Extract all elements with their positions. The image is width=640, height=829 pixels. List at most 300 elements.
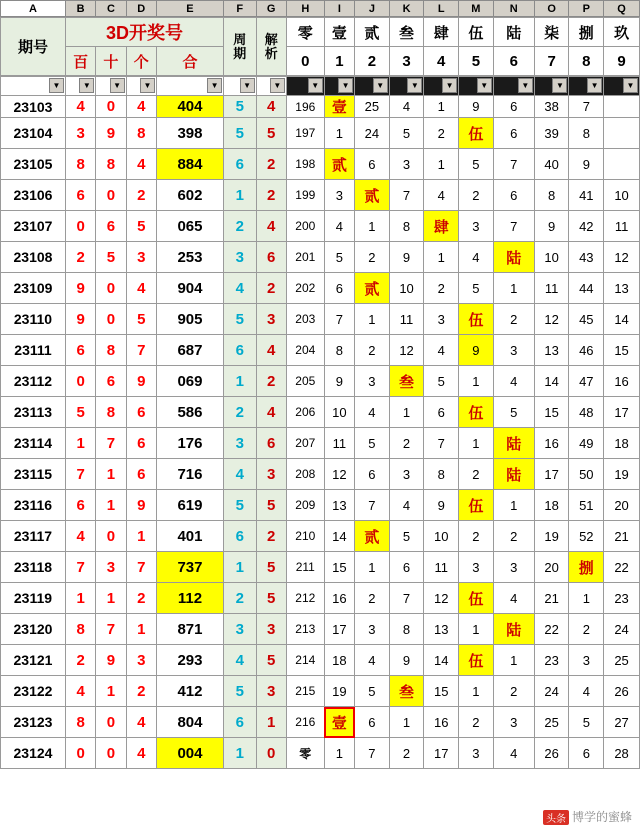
- cell-shi[interactable]: 6: [96, 366, 126, 397]
- cell-matrix-0[interactable]: 4: [324, 211, 354, 242]
- cell-row-id[interactable]: 197: [286, 118, 324, 149]
- cell-shi[interactable]: 0: [96, 273, 126, 304]
- cell-matrix-5[interactable]: 3: [493, 335, 534, 366]
- cell-he[interactable]: 737: [156, 552, 223, 583]
- cell-matrix-5[interactable]: 3: [493, 707, 534, 738]
- cell-matrix-5[interactable]: 4: [493, 738, 534, 769]
- cell-matrix-3[interactable]: 17: [424, 738, 459, 769]
- cell-zhouqi[interactable]: 5: [224, 490, 256, 521]
- chevron-down-icon[interactable]: ▼: [587, 78, 602, 93]
- table-row[interactable]: [1, 738, 640, 769]
- cell-matrix-8[interactable]: 16: [604, 366, 640, 397]
- cell-shi[interactable]: 1: [96, 459, 126, 490]
- cell-matrix-4[interactable]: 3: [459, 211, 494, 242]
- cell-bai[interactable]: 6: [65, 490, 95, 521]
- cell-matrix-6[interactable]: 17: [534, 459, 569, 490]
- cell-he[interactable]: 619: [156, 490, 223, 521]
- column-header-A[interactable]: A: [1, 1, 66, 17]
- cell-shi[interactable]: 1: [96, 490, 126, 521]
- cell-jiexi[interactable]: 2: [256, 149, 286, 180]
- cell-row-id[interactable]: 203: [286, 304, 324, 335]
- cell-matrix-7[interactable]: 45: [569, 304, 604, 335]
- cell-matrix-1[interactable]: 贰: [355, 180, 390, 211]
- column-header-N[interactable]: N: [493, 1, 534, 17]
- cell-matrix-8[interactable]: 23: [604, 583, 640, 614]
- cell-row-id[interactable]: 205: [286, 366, 324, 397]
- cell-matrix-6[interactable]: 20: [534, 552, 569, 583]
- cell-matrix-2[interactable]: 4: [389, 490, 424, 521]
- cell-matrix-5[interactable]: 1: [493, 490, 534, 521]
- cell-matrix-1[interactable]: 1: [355, 211, 390, 242]
- cell-zhouqi[interactable]: 4: [224, 273, 256, 304]
- cell-jiexi[interactable]: 3: [256, 614, 286, 645]
- cell-ge[interactable]: 2: [126, 180, 156, 211]
- column-header-J[interactable]: J: [355, 1, 390, 17]
- cell-zhouqi[interactable]: 3: [224, 428, 256, 459]
- cell-matrix-6[interactable]: 40: [534, 149, 569, 180]
- cell-matrix-4[interactable]: 伍: [459, 583, 494, 614]
- cell-matrix-7[interactable]: 2: [569, 614, 604, 645]
- cell-matrix-3[interactable]: 7: [424, 428, 459, 459]
- cell-bai[interactable]: 7: [65, 459, 95, 490]
- cell-shi[interactable]: 9: [96, 645, 126, 676]
- filter-dropdown-O[interactable]: [534, 77, 569, 96]
- cell-matrix-5[interactable]: 6: [493, 118, 534, 149]
- cell-qihao[interactable]: 23106: [1, 180, 66, 211]
- cell-matrix-4[interactable]: 伍: [459, 118, 494, 149]
- table-row[interactable]: [1, 180, 640, 211]
- cell-he[interactable]: 687: [156, 335, 223, 366]
- cell-row-id[interactable]: 204: [286, 335, 324, 366]
- cell-matrix-4[interactable]: 1: [459, 366, 494, 397]
- cell-shi[interactable]: 8: [96, 149, 126, 180]
- cell-matrix-1[interactable]: 5: [355, 676, 390, 707]
- column-header-G[interactable]: G: [256, 1, 286, 17]
- cell-matrix-7[interactable]: 48: [569, 397, 604, 428]
- chevron-down-icon[interactable]: ▼: [518, 78, 533, 93]
- cell-matrix-8[interactable]: 15: [604, 335, 640, 366]
- cell-jiexi[interactable]: 0: [256, 738, 286, 769]
- cell-qihao[interactable]: 23120: [1, 614, 66, 645]
- cell-bai[interactable]: 9: [65, 304, 95, 335]
- cell-matrix-3[interactable]: 4: [424, 180, 459, 211]
- cell-matrix-0[interactable]: 19: [324, 676, 354, 707]
- cell-bai[interactable]: 1: [65, 583, 95, 614]
- cell-jiexi[interactable]: 5: [256, 490, 286, 521]
- cell-matrix-3[interactable]: 2: [424, 118, 459, 149]
- table-row[interactable]: [1, 118, 640, 149]
- cell-matrix-2[interactable]: 12: [389, 335, 424, 366]
- cell-matrix-8[interactable]: 22: [604, 552, 640, 583]
- table-row[interactable]: [1, 490, 640, 521]
- cell-matrix-2[interactable]: 2: [389, 738, 424, 769]
- chevron-down-icon[interactable]: ▼: [240, 78, 255, 93]
- cell-shi[interactable]: 3: [96, 552, 126, 583]
- column-header-B[interactable]: B: [65, 1, 95, 17]
- cell-qihao[interactable]: 23110: [1, 304, 66, 335]
- cell-matrix-7[interactable]: 5: [569, 707, 604, 738]
- cell-matrix-1[interactable]: 7: [355, 490, 390, 521]
- cell-jiexi[interactable]: 1: [256, 707, 286, 738]
- cell-matrix-4[interactable]: 1: [459, 676, 494, 707]
- cell-ge[interactable]: 4: [126, 96, 156, 118]
- cell-row-id[interactable]: 215: [286, 676, 324, 707]
- cell-matrix-8[interactable]: 10: [604, 180, 640, 211]
- cell-row-id[interactable]: 208: [286, 459, 324, 490]
- cell-matrix-8[interactable]: 25: [604, 645, 640, 676]
- cell-matrix-1[interactable]: 3: [355, 614, 390, 645]
- cell-bai[interactable]: 3: [65, 118, 95, 149]
- cell-ge[interactable]: 3: [126, 242, 156, 273]
- chevron-down-icon[interactable]: ▼: [477, 78, 492, 93]
- cell-he[interactable]: 253: [156, 242, 223, 273]
- cell-zhouqi[interactable]: 6: [224, 335, 256, 366]
- cell-matrix-0[interactable]: 15: [324, 552, 354, 583]
- cell-matrix-0[interactable]: 12: [324, 459, 354, 490]
- cell-shi[interactable]: 7: [96, 614, 126, 645]
- cell-matrix-3[interactable]: 5: [424, 366, 459, 397]
- cell-ge[interactable]: 9: [126, 490, 156, 521]
- cell-matrix-0[interactable]: 壹: [324, 707, 354, 738]
- cell-matrix-2[interactable]: 9: [389, 645, 424, 676]
- table-row[interactable]: [1, 459, 640, 490]
- chevron-down-icon[interactable]: ▼: [140, 78, 155, 93]
- cell-jiexi[interactable]: 2: [256, 366, 286, 397]
- cell-matrix-0[interactable]: 14: [324, 521, 354, 552]
- cell-matrix-8[interactable]: [604, 96, 640, 118]
- cell-matrix-7[interactable]: 41: [569, 180, 604, 211]
- cell-matrix-5[interactable]: 3: [493, 552, 534, 583]
- filter-dropdown-L[interactable]: [424, 77, 459, 96]
- cell-ge[interactable]: 6: [126, 397, 156, 428]
- cell-jiexi[interactable]: 4: [256, 211, 286, 242]
- table-row[interactable]: [1, 583, 640, 614]
- cell-zhouqi[interactable]: 5: [224, 304, 256, 335]
- cell-ge[interactable]: 1: [126, 614, 156, 645]
- cell-matrix-0[interactable]: 11: [324, 428, 354, 459]
- cell-matrix-8[interactable]: 20: [604, 490, 640, 521]
- cell-matrix-4[interactable]: 2: [459, 180, 494, 211]
- cell-matrix-0[interactable]: 18: [324, 645, 354, 676]
- cell-qihao[interactable]: 23104: [1, 118, 66, 149]
- cell-matrix-5[interactable]: 2: [493, 304, 534, 335]
- cell-shi[interactable]: 1: [96, 583, 126, 614]
- cell-matrix-0[interactable]: 17: [324, 614, 354, 645]
- cell-ge[interactable]: 8: [126, 118, 156, 149]
- cell-jiexi[interactable]: 2: [256, 273, 286, 304]
- cell-matrix-1[interactable]: 5: [355, 428, 390, 459]
- cell-matrix-3[interactable]: 13: [424, 614, 459, 645]
- cell-matrix-5[interactable]: 陆: [493, 459, 534, 490]
- cell-matrix-0[interactable]: 3: [324, 180, 354, 211]
- cell-row-id[interactable]: 200: [286, 211, 324, 242]
- chevron-down-icon[interactable]: ▼: [373, 78, 388, 93]
- cell-matrix-7[interactable]: 42: [569, 211, 604, 242]
- cell-matrix-6[interactable]: 14: [534, 366, 569, 397]
- cell-matrix-1[interactable]: 1: [355, 552, 390, 583]
- cell-matrix-3[interactable]: 14: [424, 645, 459, 676]
- cell-bai[interactable]: 0: [65, 366, 95, 397]
- cell-zhouqi[interactable]: 1: [224, 180, 256, 211]
- cell-zhouqi[interactable]: 5: [224, 96, 256, 118]
- table-row[interactable]: [1, 335, 640, 366]
- cell-ge[interactable]: 2: [126, 583, 156, 614]
- cell-matrix-8[interactable]: [604, 118, 640, 149]
- cell-zhouqi[interactable]: 4: [224, 645, 256, 676]
- cell-matrix-2[interactable]: 3: [389, 149, 424, 180]
- cell-matrix-8[interactable]: 14: [604, 304, 640, 335]
- cell-jiexi[interactable]: 5: [256, 645, 286, 676]
- cell-jiexi[interactable]: 4: [256, 335, 286, 366]
- cell-bai[interactable]: 2: [65, 242, 95, 273]
- cell-matrix-4[interactable]: 5: [459, 273, 494, 304]
- cell-shi[interactable]: 5: [96, 242, 126, 273]
- cell-he[interactable]: 905: [156, 304, 223, 335]
- cell-matrix-6[interactable]: 24: [534, 676, 569, 707]
- cell-matrix-4[interactable]: 2: [459, 707, 494, 738]
- cell-matrix-3[interactable]: 8: [424, 459, 459, 490]
- filter-dropdown-H[interactable]: [286, 77, 324, 96]
- cell-matrix-8[interactable]: 17: [604, 397, 640, 428]
- chevron-down-icon[interactable]: ▼: [79, 78, 94, 93]
- cell-matrix-3[interactable]: 1: [424, 149, 459, 180]
- cell-matrix-0[interactable]: 6: [324, 273, 354, 304]
- cell-matrix-1[interactable]: 6: [355, 459, 390, 490]
- cell-jiexi[interactable]: 3: [256, 459, 286, 490]
- cell-bai[interactable]: 1: [65, 428, 95, 459]
- cell-matrix-3[interactable]: 4: [424, 335, 459, 366]
- column-header-Q[interactable]: Q: [604, 1, 640, 17]
- chevron-down-icon[interactable]: ▼: [623, 78, 638, 93]
- cell-qihao[interactable]: 23121: [1, 645, 66, 676]
- cell-matrix-2[interactable]: 4: [389, 96, 424, 118]
- cell-matrix-8[interactable]: 28: [604, 738, 640, 769]
- cell-he[interactable]: 176: [156, 428, 223, 459]
- cell-matrix-3[interactable]: 16: [424, 707, 459, 738]
- filter-dropdown-Q[interactable]: [604, 77, 640, 96]
- cell-qihao[interactable]: 23116: [1, 490, 66, 521]
- cell-ge[interactable]: 7: [126, 552, 156, 583]
- cell-qihao[interactable]: 23124: [1, 738, 66, 769]
- filter-dropdown-C[interactable]: [96, 77, 126, 96]
- filter-dropdown-J[interactable]: [355, 77, 390, 96]
- cell-ge[interactable]: 4: [126, 149, 156, 180]
- cell-qihao[interactable]: 23105: [1, 149, 66, 180]
- cell-row-id[interactable]: 211: [286, 552, 324, 583]
- cell-matrix-5[interactable]: 2: [493, 676, 534, 707]
- cell-matrix-5[interactable]: 6: [493, 96, 534, 118]
- table-row[interactable]: [1, 242, 640, 273]
- cell-he[interactable]: 404: [156, 96, 223, 118]
- cell-matrix-7[interactable]: 47: [569, 366, 604, 397]
- column-header-I[interactable]: I: [324, 1, 354, 17]
- cell-zhouqi[interactable]: 1: [224, 366, 256, 397]
- cell-matrix-7[interactable]: 46: [569, 335, 604, 366]
- cell-matrix-2[interactable]: 8: [389, 614, 424, 645]
- cell-qihao[interactable]: 23113: [1, 397, 66, 428]
- cell-he[interactable]: 401: [156, 521, 223, 552]
- cell-row-id[interactable]: 零: [286, 738, 324, 769]
- cell-matrix-0[interactable]: 8: [324, 335, 354, 366]
- table-row[interactable]: [1, 428, 640, 459]
- cell-matrix-8[interactable]: 11: [604, 211, 640, 242]
- cell-bai[interactable]: 2: [65, 645, 95, 676]
- cell-jiexi[interactable]: 6: [256, 428, 286, 459]
- cell-bai[interactable]: 0: [65, 211, 95, 242]
- cell-matrix-2[interactable]: 7: [389, 180, 424, 211]
- cell-matrix-4[interactable]: 伍: [459, 490, 494, 521]
- cell-zhouqi[interactable]: 6: [224, 149, 256, 180]
- filter-dropdown-N[interactable]: [493, 77, 534, 96]
- cell-matrix-4[interactable]: 5: [459, 149, 494, 180]
- cell-bai[interactable]: 8: [65, 614, 95, 645]
- cell-matrix-2[interactable]: 3: [389, 459, 424, 490]
- chevron-down-icon[interactable]: ▼: [407, 78, 422, 93]
- table-row[interactable]: [1, 304, 640, 335]
- filter-dropdown-K[interactable]: [389, 77, 424, 96]
- cell-zhouqi[interactable]: 6: [224, 707, 256, 738]
- cell-matrix-7[interactable]: 6: [569, 738, 604, 769]
- filter-dropdown-M[interactable]: [459, 77, 494, 96]
- cell-ge[interactable]: 9: [126, 366, 156, 397]
- cell-matrix-3[interactable]: 6: [424, 397, 459, 428]
- cell-matrix-0[interactable]: 10: [324, 397, 354, 428]
- chevron-down-icon[interactable]: ▼: [552, 78, 567, 93]
- cell-row-id[interactable]: 207: [286, 428, 324, 459]
- cell-matrix-6[interactable]: 39: [534, 118, 569, 149]
- cell-matrix-4[interactable]: 4: [459, 242, 494, 273]
- cell-matrix-8[interactable]: 19: [604, 459, 640, 490]
- cell-ge[interactable]: 7: [126, 335, 156, 366]
- cell-matrix-2[interactable]: 叁: [389, 366, 424, 397]
- cell-row-id[interactable]: 196: [286, 96, 324, 118]
- cell-zhouqi[interactable]: 1: [224, 552, 256, 583]
- cell-zhouqi[interactable]: 4: [224, 459, 256, 490]
- cell-matrix-0[interactable]: 1: [324, 738, 354, 769]
- cell-matrix-5[interactable]: 4: [493, 366, 534, 397]
- cell-matrix-1[interactable]: 4: [355, 397, 390, 428]
- cell-qihao[interactable]: 23112: [1, 366, 66, 397]
- cell-matrix-3[interactable]: 1: [424, 242, 459, 273]
- cell-shi[interactable]: 7: [96, 428, 126, 459]
- cell-matrix-6[interactable]: 11: [534, 273, 569, 304]
- cell-he[interactable]: 904: [156, 273, 223, 304]
- cell-zhouqi[interactable]: 1: [224, 738, 256, 769]
- table-row[interactable]: [1, 96, 640, 118]
- cell-row-id[interactable]: 209: [286, 490, 324, 521]
- cell-shi[interactable]: 0: [96, 521, 126, 552]
- cell-matrix-2[interactable]: 9: [389, 242, 424, 273]
- cell-matrix-6[interactable]: 23: [534, 645, 569, 676]
- cell-matrix-2[interactable]: 叁: [389, 676, 424, 707]
- filter-dropdown-I[interactable]: [324, 77, 354, 96]
- cell-matrix-1[interactable]: 6: [355, 707, 390, 738]
- cell-shi[interactable]: 9: [96, 118, 126, 149]
- cell-he[interactable]: 069: [156, 366, 223, 397]
- filter-dropdown-D[interactable]: [126, 77, 156, 96]
- cell-matrix-5[interactable]: 2: [493, 521, 534, 552]
- cell-matrix-6[interactable]: 21: [534, 583, 569, 614]
- cell-he[interactable]: 112: [156, 583, 223, 614]
- cell-matrix-7[interactable]: 1: [569, 583, 604, 614]
- column-header-H[interactable]: H: [286, 1, 324, 17]
- cell-qihao[interactable]: 23107: [1, 211, 66, 242]
- table-row[interactable]: [1, 397, 640, 428]
- cell-ge[interactable]: 4: [126, 707, 156, 738]
- cell-zhouqi[interactable]: 3: [224, 614, 256, 645]
- cell-jiexi[interactable]: 3: [256, 304, 286, 335]
- cell-he[interactable]: 716: [156, 459, 223, 490]
- cell-matrix-1[interactable]: 2: [355, 242, 390, 273]
- cell-bai[interactable]: 9: [65, 273, 95, 304]
- cell-jiexi[interactable]: 5: [256, 118, 286, 149]
- cell-he[interactable]: 884: [156, 149, 223, 180]
- cell-qihao[interactable]: 23108: [1, 242, 66, 273]
- cell-ge[interactable]: 2: [126, 676, 156, 707]
- cell-matrix-6[interactable]: 25: [534, 707, 569, 738]
- cell-matrix-3[interactable]: 15: [424, 676, 459, 707]
- cell-matrix-7[interactable]: 51: [569, 490, 604, 521]
- cell-bai[interactable]: 0: [65, 738, 95, 769]
- cell-matrix-1[interactable]: 2: [355, 335, 390, 366]
- cell-matrix-4[interactable]: 伍: [459, 645, 494, 676]
- cell-matrix-8[interactable]: 13: [604, 273, 640, 304]
- filter-dropdown-B[interactable]: [65, 77, 95, 96]
- cell-matrix-7[interactable]: 43: [569, 242, 604, 273]
- cell-matrix-5[interactable]: 陆: [493, 614, 534, 645]
- cell-matrix-2[interactable]: 5: [389, 118, 424, 149]
- cell-shi[interactable]: 8: [96, 397, 126, 428]
- cell-ge[interactable]: 4: [126, 738, 156, 769]
- cell-matrix-7[interactable]: 8: [569, 118, 604, 149]
- cell-matrix-0[interactable]: 1: [324, 118, 354, 149]
- chevron-down-icon[interactable]: ▼: [338, 78, 353, 93]
- filter-dropdown-G[interactable]: [256, 77, 286, 96]
- cell-row-id[interactable]: 199: [286, 180, 324, 211]
- cell-matrix-7[interactable]: 50: [569, 459, 604, 490]
- cell-matrix-3[interactable]: 11: [424, 552, 459, 583]
- table-row[interactable]: [1, 149, 640, 180]
- table-row[interactable]: [1, 273, 640, 304]
- column-header-L[interactable]: L: [424, 1, 459, 17]
- cell-matrix-1[interactable]: 6: [355, 149, 390, 180]
- cell-bai[interactable]: 6: [65, 335, 95, 366]
- cell-matrix-6[interactable]: 10: [534, 242, 569, 273]
- cell-matrix-2[interactable]: 11: [389, 304, 424, 335]
- cell-ge[interactable]: 4: [126, 273, 156, 304]
- cell-matrix-8[interactable]: 26: [604, 676, 640, 707]
- cell-matrix-6[interactable]: 22: [534, 614, 569, 645]
- cell-matrix-5[interactable]: 7: [493, 211, 534, 242]
- cell-matrix-4[interactable]: 1: [459, 428, 494, 459]
- cell-matrix-2[interactable]: 2: [389, 428, 424, 459]
- cell-ge[interactable]: 6: [126, 459, 156, 490]
- cell-jiexi[interactable]: 5: [256, 583, 286, 614]
- chevron-down-icon[interactable]: ▼: [110, 78, 125, 93]
- cell-matrix-8[interactable]: [604, 149, 640, 180]
- cell-matrix-7[interactable]: 44: [569, 273, 604, 304]
- cell-matrix-4[interactable]: 9: [459, 335, 494, 366]
- cell-matrix-8[interactable]: 18: [604, 428, 640, 459]
- cell-qihao[interactable]: 23122: [1, 676, 66, 707]
- cell-matrix-0[interactable]: 7: [324, 304, 354, 335]
- cell-bai[interactable]: 4: [65, 96, 95, 118]
- cell-matrix-3[interactable]: 10: [424, 521, 459, 552]
- cell-matrix-6[interactable]: 9: [534, 211, 569, 242]
- cell-matrix-5[interactable]: 4: [493, 583, 534, 614]
- cell-he[interactable]: 398: [156, 118, 223, 149]
- cell-matrix-1[interactable]: 贰: [355, 273, 390, 304]
